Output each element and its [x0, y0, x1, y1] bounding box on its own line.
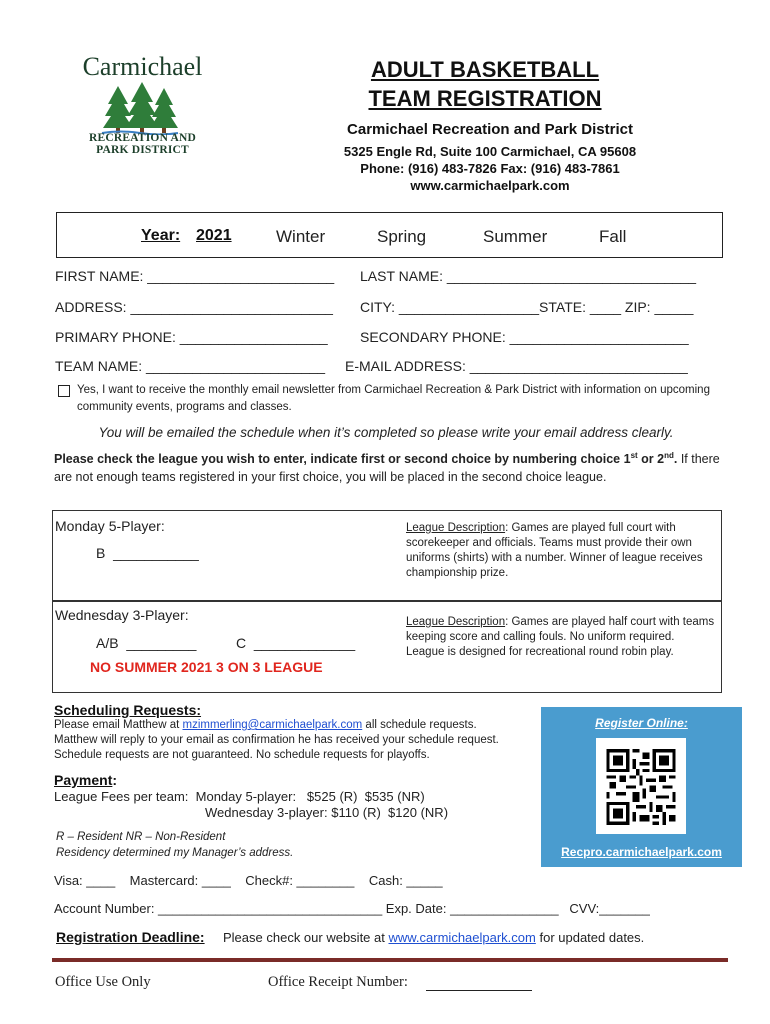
- league-instructions-bold: Please check the league you wish to enter, indicate first or second choice by numbering choice 1: [54, 452, 631, 466]
- title-line-2: TEAM REGISTRATION: [368, 86, 602, 111]
- deadline-prefix: Please check our website at: [223, 930, 389, 945]
- scheduling-title: Scheduling Requests:: [54, 702, 202, 718]
- logo-subtitle: [70, 132, 215, 156]
- newsletter-text: Yes, I want to receive the monthly email newsletter from Carmichael Recreation & Park District with information on upcoming community events, programs and classes.: [77, 384, 710, 413]
- team-name-field[interactable]: TEAM NAME: _______________________: [55, 358, 326, 374]
- footer-divider: [52, 958, 728, 962]
- wednesday-league-description: [406, 615, 716, 660]
- year-label-text: Year:: [141, 227, 181, 244]
- residency-note: [56, 829, 293, 861]
- office-receipt-number: Office Receipt Number:: [268, 974, 408, 990]
- payment-colon: :: [112, 772, 118, 788]
- primary-phone-field[interactable]: PRIMARY PHONE: ___________________: [55, 329, 328, 345]
- email-field[interactable]: E-MAIL ADDRESS: ____________________________: [345, 358, 688, 374]
- registration-deadline-text: [223, 930, 644, 945]
- season-winter[interactable]: Winter: [276, 227, 326, 246]
- scheduling-body: [54, 718, 554, 763]
- monday-b-choice[interactable]: B ___________: [96, 545, 199, 561]
- monday-league-name: Monday 5-Player:: [55, 518, 165, 534]
- wednesday-league-name: Wednesday 3-Player:: [55, 607, 189, 623]
- registration-deadline-title: Registration Deadline:: [56, 929, 205, 945]
- sup-nd: nd: [664, 450, 674, 460]
- year-label: [141, 227, 180, 245]
- scheduling-line2: Matthew will reply to your email as confirmation he has received your schedule request.: [54, 734, 499, 746]
- no-summer-notice: NO SUMMER 2021 3 ON 3 LEAGUE: [90, 659, 323, 675]
- scheduling-line1-prefix: Please email Matthew at: [54, 719, 183, 731]
- season-summer[interactable]: Summer: [483, 227, 548, 246]
- secondary-phone-field[interactable]: SECONDARY PHONE: _______________________: [360, 329, 689, 345]
- payment-title: Payment: [54, 772, 113, 788]
- logo-line-2: PARK DISTRICT: [96, 144, 189, 156]
- league-instructions-or: or 2: [637, 452, 665, 466]
- monday-desc-label: League Description: [406, 522, 506, 534]
- payment-methods[interactable]: Visa: ____ Mastercard: ____ Check#: ________ Cash: _____: [54, 873, 443, 888]
- office-receipt-line: [426, 990, 532, 991]
- season-fall[interactable]: Fall: [599, 227, 627, 246]
- monday-league-description: [406, 521, 716, 581]
- office-use-only: Office Use Only: [55, 974, 151, 990]
- payment-title-wrap: [54, 772, 117, 788]
- district-name: Carmichael Recreation and Park District: [347, 121, 633, 138]
- deadline-website-link[interactable]: www.carmichaelpark.com: [388, 930, 536, 945]
- monday-desc-text: : Games are played full court with scorekeeper and officials. Teams must provide their own uniforms (shirts) with a number. Winner of league receives championship prize.: [406, 522, 703, 579]
- recpro-link[interactable]: Recpro.carmichaelpark.com: [561, 845, 722, 859]
- season-spring[interactable]: Spring: [377, 227, 427, 246]
- qr-code-icon[interactable]: [606, 749, 676, 825]
- wednesday-ab-choice[interactable]: A/B _________: [96, 635, 197, 651]
- address-field[interactable]: ADDRESS: __________________________: [55, 299, 333, 315]
- account-number-line[interactable]: Account Number: _______________________________ Exp. Date: _______________ CVV:_______: [54, 901, 650, 916]
- register-online-label[interactable]: Register Online:: [595, 716, 688, 730]
- district-address: 5325 Engle Rd, Suite 100 Carmichael, CA 95608: [343, 144, 637, 159]
- scheduling-email-link[interactable]: mzimmerling@carmichaelpark.com: [182, 719, 363, 731]
- logo-name: Carmichael: [82, 52, 203, 81]
- league-fees-line1: League Fees per team: Monday 5-player: $525 (R) $535 (NR): [54, 789, 425, 804]
- scheduling-line3: Schedule requests are not guaranteed. No schedule requests for playoffs.: [54, 749, 430, 761]
- logo-line-1: RECREATION AND: [88, 132, 197, 144]
- wednesday-desc-label: League Description: [406, 616, 506, 628]
- district-phone: Phone: (916) 483-7826 Fax: (916) 483-7861: [360, 161, 620, 176]
- title-line-1: ADULT BASKETBALL: [370, 57, 600, 82]
- logo-trees-icon: [100, 80, 180, 135]
- schedule-email-note: You will be emailed the schedule when it’s completed so please write your email address clearly.: [98, 425, 674, 440]
- sup-st: st: [630, 450, 638, 460]
- district-contact: [300, 143, 680, 194]
- league-instructions: [54, 450, 724, 486]
- wednesday-c-choice[interactable]: C _____________: [236, 635, 356, 651]
- deadline-suffix: for updated dates.: [535, 930, 645, 945]
- newsletter-checkbox[interactable]: [58, 385, 70, 397]
- residency-determination: Residency determined my Manager’s address.: [56, 847, 294, 859]
- year-value: 2021: [196, 227, 232, 244]
- league-fees-line2: Wednesday 3-player: $110 (R) $120 (NR): [205, 805, 449, 820]
- page-title: [330, 55, 640, 113]
- league-instructions-period: .: [673, 452, 678, 466]
- league-instructions-rest: If there are not enough teams registered in your first choice, you will be placed in the second choice league.: [54, 452, 720, 484]
- first-name-field[interactable]: FIRST NAME: ________________________: [55, 268, 335, 284]
- wednesday-desc-text: : Games are played half court with teams keeping score and calling fouls. No uniform required. League is designed for recreational round robin play.: [406, 616, 715, 658]
- city-state-zip-field[interactable]: CITY: __________________STATE: ____ ZIP: _____: [360, 299, 694, 315]
- residency-legend: R – Resident NR – Non-Resident: [56, 831, 226, 843]
- last-name-field[interactable]: LAST NAME: ________________________________: [360, 268, 697, 284]
- scheduling-line1-suffix: all schedule requests.: [362, 719, 477, 731]
- district-website: www.carmichaelpark.com: [410, 178, 570, 193]
